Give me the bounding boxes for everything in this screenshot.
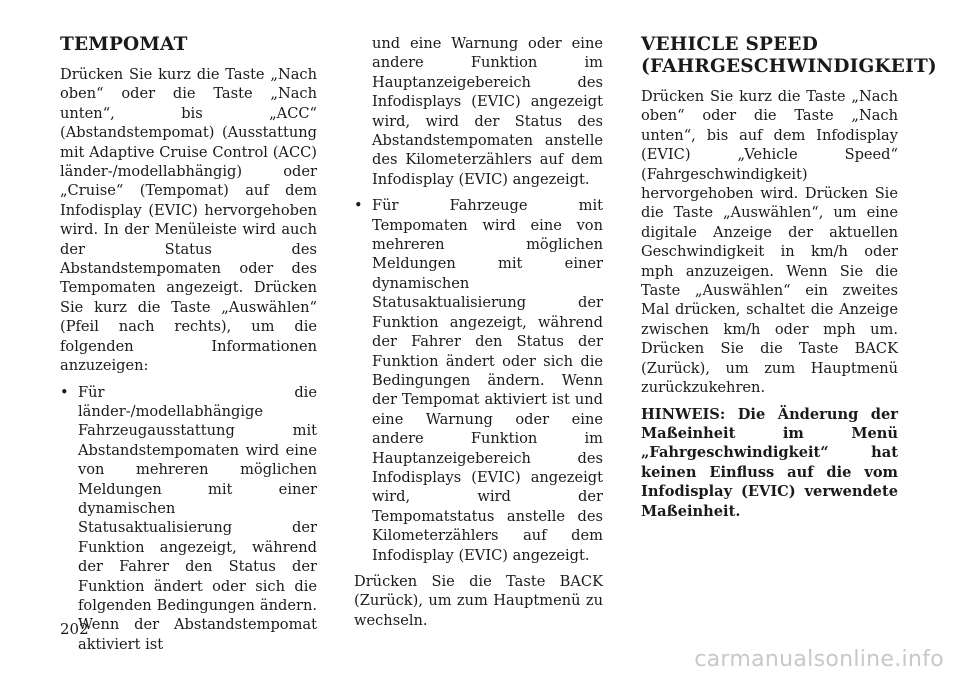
bullet-acc-part-2: und eine Warnung oder eine andere Funktion im Hauptanzeigebereich des Infodisplays (EVIC) angezeigt wird, wird der Status des Abstandstempomaten anstelle des Kilometerzählers auf dem Infodisplay (EVIC) angezeigt.: [372, 35, 603, 188]
section-heading-tempomat: TEMPOMAT: [60, 34, 188, 55]
right-column: [641, 34, 937, 528]
tempomat-bullet-list-continued: [354, 196, 603, 565]
tempomat-intro-paragraph: Drücken Sie kurz die Taste „Nach oben“ oder die Taste „Nach unten“, bis „ACC“ (Abstandstempomat) (Ausstattung mit Adaptive Cruise Control (ACC) länder-/modellabhängig) oder „Cruise“ (Tempomat) auf dem Infodisplay (EVIC) hervorgehoben wird. In der Menüleiste wird auch der Status des Abstandstempomaten oder des Tempomaten angezeigt. Drücken Sie kurz die Taste „Auswählen“ (Pfeil nach rechts), um die folgenden Informationen anzuzeigen:: [60, 66, 317, 375]
page-number: 202: [60, 620, 89, 638]
heading-line-2: (FAHRGESCHWINDIGKEIT): [641, 56, 937, 77]
back-to-main-menu-paragraph: Drücken Sie die Taste BACK (Zurück), um zum Hauptmenü zu wechseln.: [354, 572, 603, 629]
left-column: [60, 34, 317, 661]
middle-column: [354, 34, 603, 637]
heading-line-1: VEHICLE SPEED: [641, 34, 818, 55]
tempomat-bullet-list: [60, 383, 317, 655]
section-heading-vehicle-speed: [641, 34, 937, 78]
note-paragraph: HINWEIS: Die Änderung der Maßeinheit im Menü „Fahrgeschwindigkeit“ hat keinen Einfluss auf die vom Infodisplay (EVIC) verwendete Maßeinheit.: [641, 405, 898, 520]
vehicle-speed-paragraph: Drücken Sie kurz die Taste „Nach oben“ oder die Taste „Nach unten“, bis auf dem Infodisplay (EVIC) „Vehicle Speed“ (Fahrgeschwindigkeit) hervorgehoben wird. Drücken Sie die Taste „Auswählen“, um eine digitale Anzeige der aktuellen Geschwindigkeit in km/h oder mph anzuzeigen. Wenn Sie die Taste „Auswählen“ ein zweites Mal drücken, schaltet die Anzeige zwischen km/h oder mph um. Drücken Sie die Taste BACK (Zurück), um zum Hauptmenü zurückzukehren.: [641, 88, 898, 397]
bullet-tempomat: • Für Fahrzeuge mit Tempomaten wird eine von mehreren möglichen Meldungen mit einer dynamischen Statusaktualisierung der Funktion angezeigt, während der Fahrer den Status der Funktion ändert oder sich die Bedingungen ändern. Wenn der Tempomat aktiviert ist und eine Warnung oder eine andere Funktion im Hauptanzeigebereich des Infodisplays (EVIC) angezeigt wird, wird der Tempomatstatus anstelle des Kilometerzählers auf dem Infodisplay (EVIC) angezeigt.: [354, 196, 603, 565]
watermark: carmanualsonline.info: [694, 647, 944, 672]
bullet-acc-part-1: • Für die länder-/modellabhängige Fahrzeugausstattung mit Abstandstempomaten wird eine von mehreren möglichen Meldungen mit einer dynamischen Statusaktualisierung der Funktion angezeigt, während der Fahrer den Status der Funktion ändert oder sich die folgenden Bedingungen ändern. Wenn der Abstandstempomat aktiviert ist: [60, 383, 317, 655]
